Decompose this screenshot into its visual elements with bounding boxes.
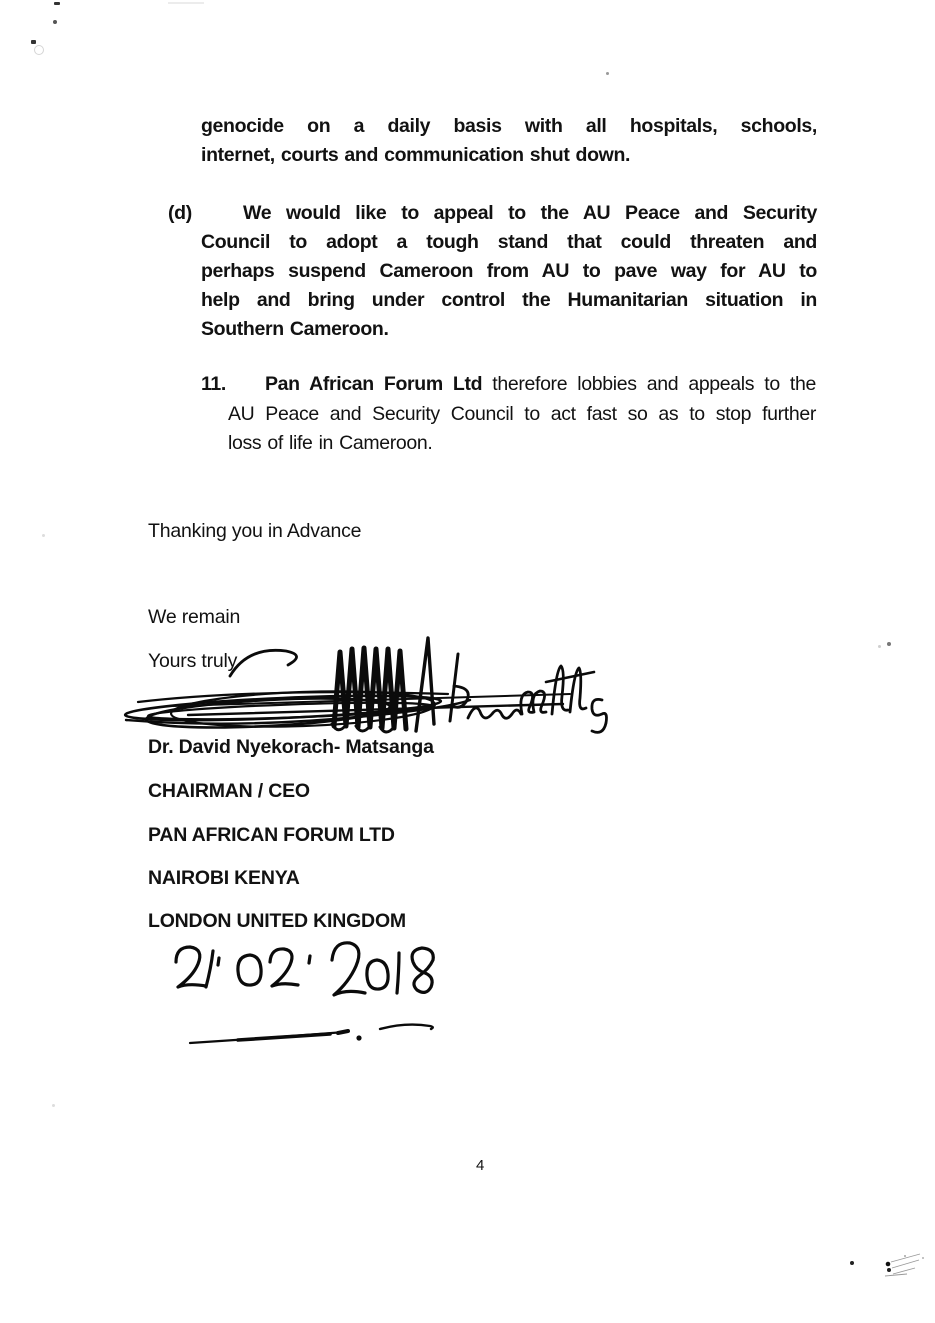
scan-speck: [606, 72, 609, 75]
list-marker-11: 11.: [201, 373, 226, 395]
signatory-city: NAIROBI KENYA: [148, 867, 300, 889]
closing-thanks: Thanking you in Advance: [148, 520, 362, 542]
signature-scribble: [118, 634, 618, 740]
signatory-title: CHAIRMAN / CEO: [148, 780, 310, 802]
scan-speck: [53, 20, 57, 24]
handwritten-date: [160, 938, 450, 1008]
paragraph-line: We would like to appeal to the AU Peace and Security: [243, 202, 817, 224]
body-paragraph-11: [228, 370, 816, 459]
closing-we-remain: We remain: [148, 606, 241, 628]
list-marker-d: (d): [168, 202, 192, 224]
closing-yours-truly: Yours truly: [148, 650, 238, 672]
signatory-organization: PAN AFRICAN FORUM LTD: [148, 824, 395, 846]
signatory-city2: LONDON UNITED KINGDOM: [148, 910, 406, 932]
paragraph-text: therefore lobbies and appeals to the: [482, 373, 816, 395]
scan-speck: [168, 2, 204, 4]
scan-scribble: [845, 1250, 930, 1290]
signatory-name: Dr. David Nyekorach- Matsanga: [148, 736, 434, 758]
body-paragraph-d: [201, 199, 817, 344]
page-number: 4: [476, 1157, 485, 1174]
scan-speck: [887, 642, 891, 646]
body-paragraph-genocide: [201, 112, 817, 170]
paragraph-line: genocide on a daily basis with all hospitals, schools,: [201, 115, 817, 137]
org-name-inline: Pan African Forum Ltd: [265, 373, 483, 395]
paragraph-line: Southern Cameroon.: [201, 318, 389, 340]
scan-speck: [54, 2, 60, 5]
paragraph-line: [228, 370, 816, 400]
date-underline: [178, 1014, 458, 1052]
paragraph-line: help and bring under control the Humanitarian situation in: [201, 289, 817, 311]
paragraph-line: perhaps suspend Cameroon from AU to pave way for AU to: [201, 260, 817, 282]
scan-speck: [52, 1104, 55, 1107]
scan-speck: [42, 534, 45, 537]
scan-speck: [878, 645, 881, 648]
scan-speck: [31, 40, 36, 44]
paragraph-line: AU Peace and Security Council to act fast so as to stop further: [228, 402, 816, 425]
paragraph-line: internet, courts and communication shut down.: [201, 144, 631, 166]
paragraph-line: Council to adopt a tough stand that could threaten and: [201, 231, 817, 253]
paragraph-line: loss of life in Cameroon.: [228, 432, 433, 454]
scan-speck: [34, 45, 44, 55]
